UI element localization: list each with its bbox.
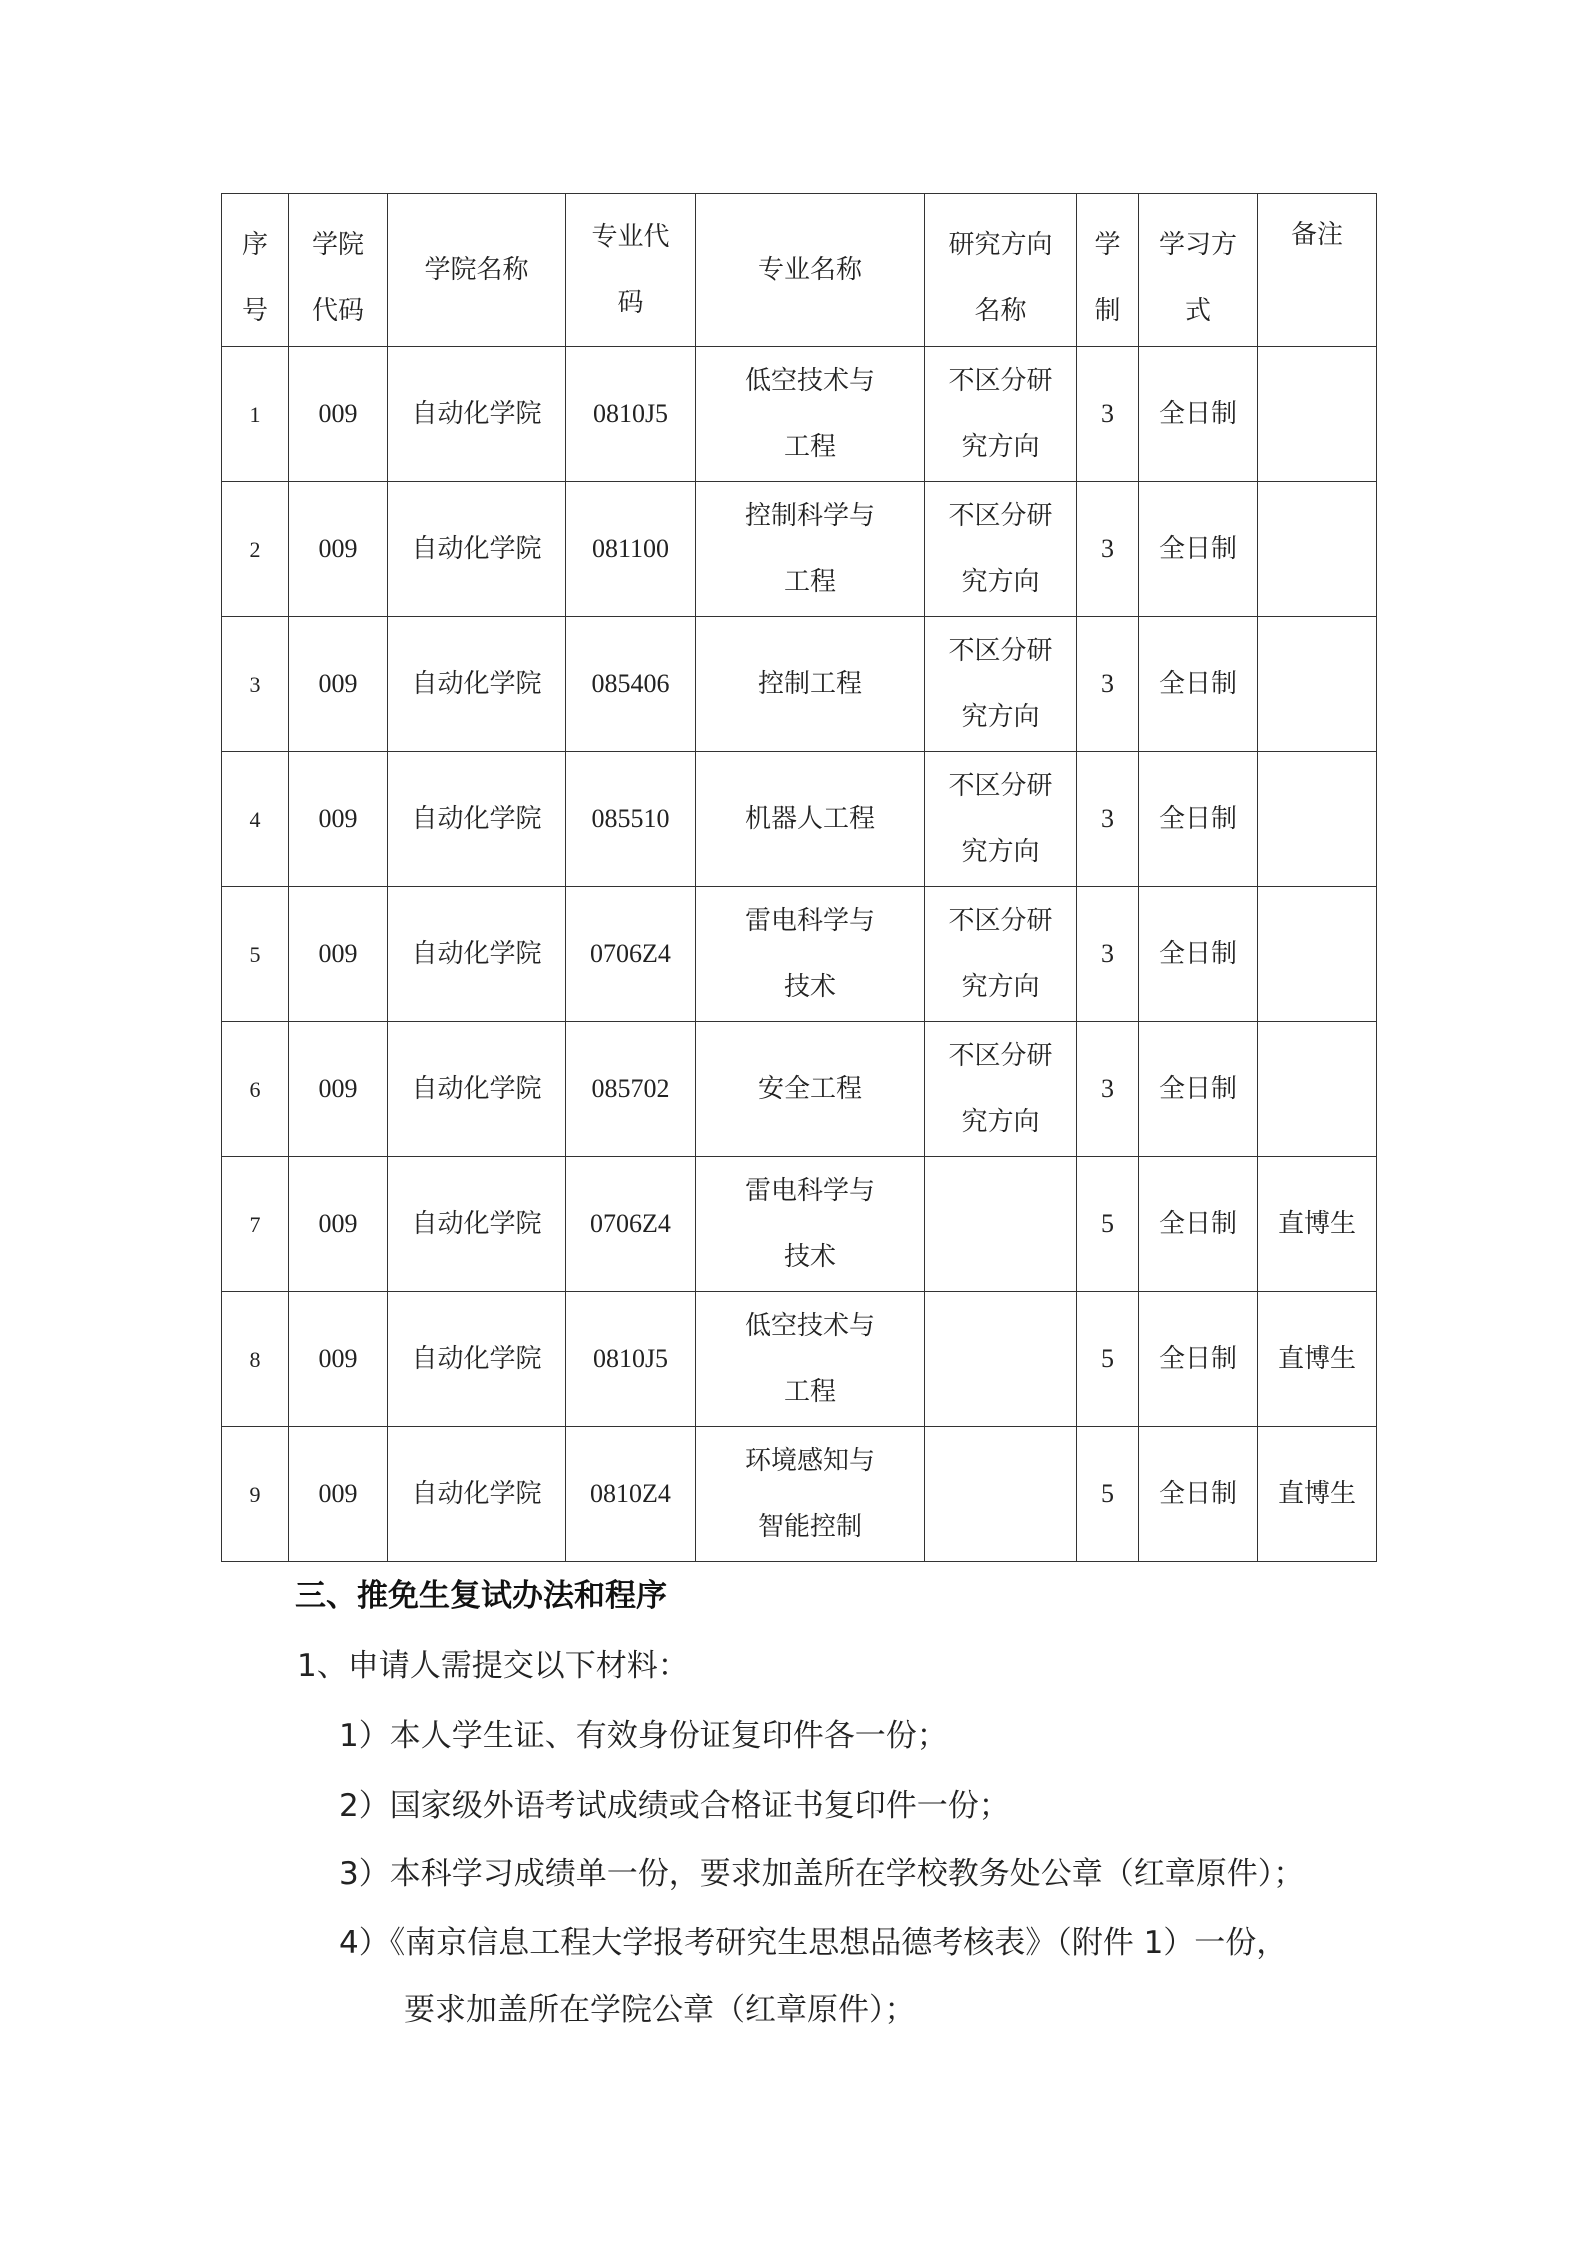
cell-remark: 直博生 [1258, 1292, 1377, 1427]
table-row [222, 482, 1377, 617]
cell-college-name: 自动化学院 [388, 752, 566, 887]
cell-college-name: 自动化学院 [388, 617, 566, 752]
cell-major-name: 控制工程 [696, 617, 925, 752]
cell-college-name: 自动化学院 [388, 1292, 566, 1427]
table-row [222, 887, 1377, 1022]
header-major-name: 专业名称 [696, 194, 925, 347]
cell-research [925, 1157, 1077, 1292]
cell-research: 不区分研究方向 [925, 1022, 1077, 1157]
header-mode: 学习方式 [1139, 194, 1258, 347]
cell-college-name: 自动化学院 [388, 1427, 566, 1562]
header-college-code: 学院代码 [289, 194, 388, 347]
cell-years: 3 [1077, 482, 1139, 617]
cell-college-code: 009 [289, 1292, 388, 1427]
cell-college-code: 009 [289, 617, 388, 752]
cell-research: 不区分研究方向 [925, 887, 1077, 1022]
cell-remark: 直博生 [1258, 1427, 1377, 1562]
header-major-code: 专业代码 [566, 194, 696, 347]
sub-item-1: 1）本人学生证、有效身份证复印件各一份； [339, 1718, 948, 1754]
cell-mode: 全日制 [1139, 887, 1258, 1022]
cell-major-code: 0706Z4 [566, 1157, 696, 1292]
program-table [221, 193, 1377, 1562]
cell-college-code: 009 [289, 1427, 388, 1562]
table-row [222, 617, 1377, 752]
cell-research: 不区分研究方向 [925, 347, 1077, 482]
cell-mode: 全日制 [1139, 482, 1258, 617]
cell-major-name: 雷电科学与技术 [696, 887, 925, 1022]
cell-major-code: 085702 [566, 1022, 696, 1157]
cell-years: 5 [1077, 1427, 1139, 1562]
cell-seq: 5 [222, 887, 289, 1022]
cell-remark [1258, 482, 1377, 617]
cell-research: 不区分研究方向 [925, 617, 1077, 752]
cell-research [925, 1292, 1077, 1427]
cell-major-name: 雷电科学与技术 [696, 1157, 925, 1292]
cell-major-name: 安全工程 [696, 1022, 925, 1157]
cell-seq: 7 [222, 1157, 289, 1292]
cell-years: 3 [1077, 887, 1139, 1022]
cell-years: 3 [1077, 752, 1139, 887]
section-title: 三、推免生复试办法和程序 [295, 1578, 667, 1614]
cell-remark: 直博生 [1258, 1157, 1377, 1292]
table-row [222, 1022, 1377, 1157]
cell-research: 不区分研究方向 [925, 482, 1077, 617]
table-row [222, 1427, 1377, 1562]
cell-major-code: 0810Z4 [566, 1427, 696, 1562]
table-header-row [222, 194, 1377, 347]
cell-major-code: 085406 [566, 617, 696, 752]
cell-mode: 全日制 [1139, 1157, 1258, 1292]
header-remark: 备注 [1258, 194, 1377, 347]
cell-college-name: 自动化学院 [388, 1157, 566, 1292]
cell-college-name: 自动化学院 [388, 887, 566, 1022]
cell-major-name: 低空技术与工程 [696, 1292, 925, 1427]
cell-major-name: 环境感知与智能控制 [696, 1427, 925, 1562]
table-row [222, 347, 1377, 482]
cell-mode: 全日制 [1139, 1292, 1258, 1427]
cell-major-code: 0810J5 [566, 347, 696, 482]
sub-item-4: 4）《南京信息工程大学报考研究生思想品德考核表》（附件 1）一份， [339, 1925, 1288, 1961]
cell-seq: 6 [222, 1022, 289, 1157]
cell-college-name: 自动化学院 [388, 1022, 566, 1157]
cell-major-code: 081100 [566, 482, 696, 617]
cell-seq: 4 [222, 752, 289, 887]
cell-years: 3 [1077, 347, 1139, 482]
cell-college-code: 009 [289, 887, 388, 1022]
cell-college-code: 009 [289, 347, 388, 482]
header-research: 研究方向名称 [925, 194, 1077, 347]
cell-remark [1258, 887, 1377, 1022]
cell-college-code: 009 [289, 1157, 388, 1292]
cell-college-name: 自动化学院 [388, 482, 566, 617]
cell-remark [1258, 752, 1377, 887]
item-1: 1、申请人需提交以下材料： [297, 1648, 689, 1684]
sub-item-3: 3）本科学习成绩单一份，要求加盖所在学校教务处公章（红章原件）； [339, 1856, 1305, 1892]
cell-mode: 全日制 [1139, 1022, 1258, 1157]
cell-remark [1258, 1022, 1377, 1157]
cell-college-code: 009 [289, 752, 388, 887]
cell-mode: 全日制 [1139, 347, 1258, 482]
cell-major-name: 机器人工程 [696, 752, 925, 887]
cell-college-code: 009 [289, 482, 388, 617]
cell-major-code: 085510 [566, 752, 696, 887]
cell-mode: 全日制 [1139, 1427, 1258, 1562]
cell-remark [1258, 347, 1377, 482]
cell-major-code: 0706Z4 [566, 887, 696, 1022]
cell-research: 不区分研究方向 [925, 752, 1077, 887]
sub-item-4-cont: 要求加盖所在学院公章（红章原件）； [404, 1992, 916, 2028]
sub-item-2: 2）国家级外语考试成绩或合格证书复印件一份； [339, 1788, 1010, 1824]
cell-years: 3 [1077, 1022, 1139, 1157]
cell-years: 5 [1077, 1292, 1139, 1427]
header-years: 学制 [1077, 194, 1139, 347]
cell-remark [1258, 617, 1377, 752]
header-seq: 序号 [222, 194, 289, 347]
cell-major-code: 0810J5 [566, 1292, 696, 1427]
cell-seq: 3 [222, 617, 289, 752]
table-row [222, 1292, 1377, 1427]
table-row [222, 752, 1377, 887]
cell-seq: 8 [222, 1292, 289, 1427]
cell-years: 3 [1077, 617, 1139, 752]
cell-college-name: 自动化学院 [388, 347, 566, 482]
header-college-name: 学院名称 [388, 194, 566, 347]
cell-seq: 9 [222, 1427, 289, 1562]
table-row [222, 1157, 1377, 1292]
cell-major-name: 低空技术与工程 [696, 347, 925, 482]
cell-major-name: 控制科学与工程 [696, 482, 925, 617]
cell-research [925, 1427, 1077, 1562]
cell-mode: 全日制 [1139, 617, 1258, 752]
cell-college-code: 009 [289, 1022, 388, 1157]
cell-mode: 全日制 [1139, 752, 1258, 887]
cell-years: 5 [1077, 1157, 1139, 1292]
cell-seq: 1 [222, 347, 289, 482]
cell-seq: 2 [222, 482, 289, 617]
